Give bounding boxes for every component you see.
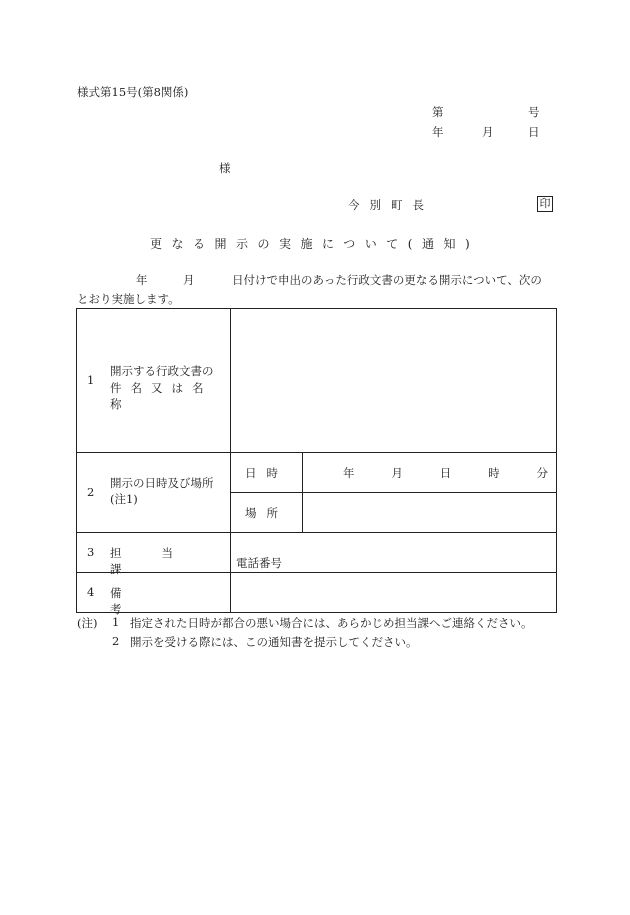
remarks-value-cell bbox=[231, 573, 557, 613]
body-month: 月 bbox=[183, 273, 195, 287]
row4-label-cell bbox=[77, 573, 231, 616]
dt-year: 年 bbox=[343, 465, 355, 480]
seal-box: 印 bbox=[537, 196, 553, 212]
row4-label: 備考 bbox=[110, 585, 208, 616]
row2-label-cell bbox=[77, 453, 231, 533]
datetime-label: 日時 bbox=[231, 453, 303, 493]
date-year: 年 bbox=[432, 125, 444, 139]
phone-label: 電話番号 bbox=[236, 556, 282, 570]
form-number: 様式第15号(第8関係) bbox=[77, 85, 189, 99]
note2-number: 2 bbox=[112, 634, 120, 648]
note1-text: 指定された日時が都合の悪い場合には、あらかじめ担当課へご連絡ください。 bbox=[130, 616, 533, 630]
doc-number-label: 第 bbox=[432, 105, 444, 119]
row4-number: 4 bbox=[87, 584, 95, 599]
place-value-cell bbox=[303, 493, 557, 533]
recipient-honorific: 様 bbox=[219, 161, 231, 175]
note2-text: 開示を受ける際には、この通知書を提示してください。 bbox=[130, 635, 418, 649]
date-day: 日 bbox=[528, 125, 540, 139]
document-title: 更なる開示の実施について(通知) bbox=[150, 237, 480, 251]
disclosure-table bbox=[76, 308, 557, 616]
dt-month: 月 bbox=[391, 465, 403, 480]
row1-label-cell bbox=[77, 309, 231, 453]
row1-label-line2: 件名又は名称 bbox=[110, 380, 213, 411]
department-value-cell bbox=[231, 533, 557, 573]
table-row-datetime bbox=[77, 453, 557, 493]
table-row-remarks bbox=[77, 573, 557, 613]
row2-label-line1: 開示の日時及び場所 bbox=[110, 475, 214, 490]
dt-hour: 時 bbox=[488, 465, 500, 480]
row1-number: 1 bbox=[87, 372, 95, 387]
table-row-department bbox=[77, 533, 557, 573]
body-year: 年 bbox=[136, 273, 148, 287]
table-row-document bbox=[77, 309, 557, 453]
dt-day: 日 bbox=[439, 465, 452, 480]
row1-label-line1: 開示する行政文書の bbox=[110, 363, 214, 378]
place-label: 場所 bbox=[231, 493, 303, 533]
notes-prefix: (注) bbox=[77, 616, 98, 630]
body-line2: とおり実施します。 bbox=[77, 292, 180, 306]
body-line1: 日付けで申出のあった行政文書の更なる開示について、次の bbox=[232, 273, 542, 287]
row2-label-line2: (注1) bbox=[110, 491, 138, 506]
row3-number: 3 bbox=[87, 544, 95, 559]
issuer-name: 今別町長 bbox=[348, 198, 434, 212]
date-month: 月 bbox=[482, 125, 494, 139]
row1-value-cell bbox=[231, 309, 557, 453]
row3-label-cell bbox=[77, 533, 231, 576]
dt-minute: 分 bbox=[536, 465, 548, 480]
datetime-value-cell bbox=[303, 453, 557, 493]
doc-number-suffix: 号 bbox=[528, 105, 540, 119]
row3-label: 担当課 bbox=[110, 545, 213, 576]
note1-number: 1 bbox=[112, 615, 120, 629]
row2-number: 2 bbox=[87, 484, 95, 499]
